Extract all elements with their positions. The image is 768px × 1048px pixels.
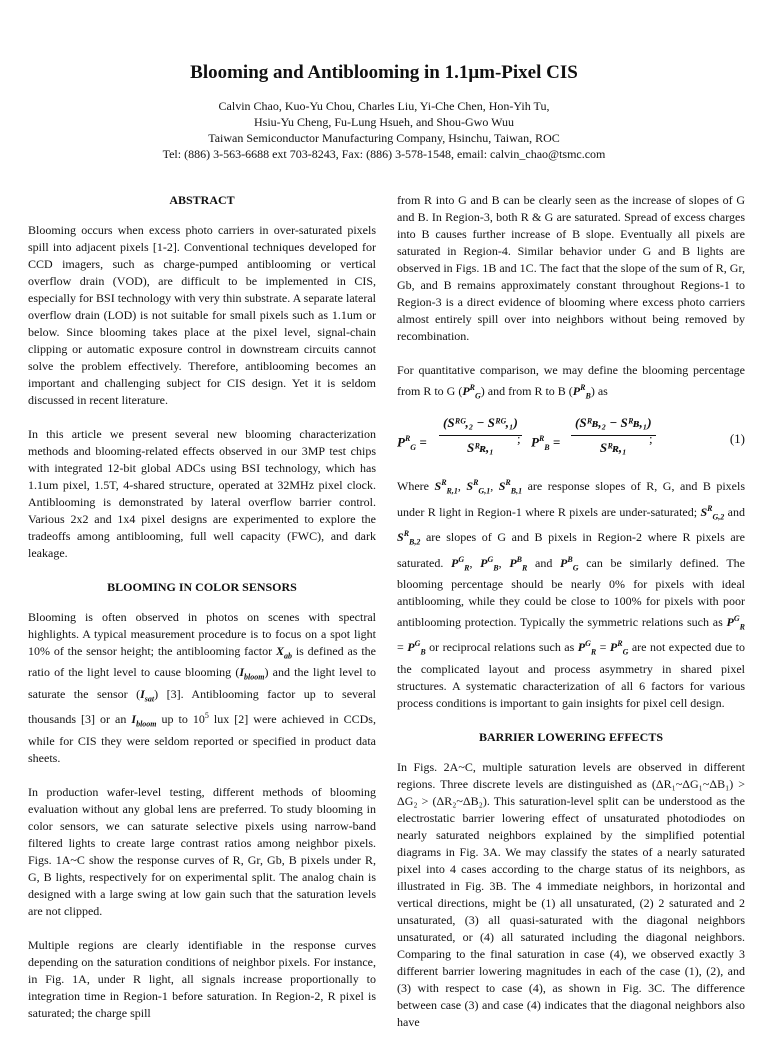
symbol-isat: I (140, 686, 145, 701)
blooming-paragraph-1 (28, 609, 376, 767)
symbol-p: P (609, 640, 618, 655)
blooming-paragraph-3: Multiple regions are clearly identifiable in the response curves depending on the saturation conditions of neighbor pixels. For instance, in Fig. 1A, under R light, all signals increase proportionally to integration time in Region-1 before saturation. In Region-2, R pixel is saturated; the charge spill (28, 937, 376, 1020)
sup-g: G (733, 613, 740, 623)
sup-r: R (469, 383, 476, 392)
fraction-pb (571, 412, 656, 456)
symbol-p: P (531, 434, 539, 450)
sup-r: R (617, 639, 623, 649)
sup-g: G (414, 639, 421, 649)
text-run: or reciprocal relations such as (425, 640, 578, 655)
sub-r: R (464, 562, 470, 572)
text-run: are slopes of G and B pixels in Region-2 where R pixels are saturated. (397, 530, 745, 570)
sub-b: B (544, 443, 550, 453)
sup-r: R (538, 434, 545, 444)
paper-title: Blooming and Antiblooming in 1.1μm-Pixel CIS (190, 62, 578, 83)
sub-g2: G,2 (712, 512, 725, 522)
comma: , (498, 555, 510, 570)
text-run: and (527, 555, 561, 570)
sub-g: G (572, 562, 579, 572)
sup-g: G (585, 639, 591, 649)
sub-b: B (420, 647, 426, 657)
fraction-denominator: Sᴿʀ,₁ (467, 440, 494, 456)
text-run: ) and the light level to saturate the sensor ( (28, 665, 377, 701)
sub-r: R (739, 622, 745, 632)
symbol-s: S (397, 530, 404, 545)
symbol-ibloom-2: I (131, 712, 137, 727)
equals: = (596, 640, 610, 655)
fraction-numerator: (Sᴿʙ,₂ − Sᴿʙ,₁) (571, 412, 656, 436)
symbol-xab: X (275, 644, 284, 658)
fraction-denominator: Sᴿʀ,₁ (599, 440, 627, 456)
symbol-p: P (577, 640, 586, 655)
equals: = (416, 434, 427, 450)
symbol-p: P (462, 384, 470, 398)
abstract-heading: ABSTRACT (169, 193, 235, 207)
sub-g: G (410, 443, 417, 453)
sub-b: B (493, 562, 499, 572)
sub-g: G (622, 647, 629, 657)
sup-r: R (580, 383, 586, 392)
symbol-s: S (434, 479, 442, 494)
text-run: up to 10 (156, 712, 205, 727)
comma: , (469, 555, 481, 570)
text-run: ) [3]. Antiblooming factor up to several thousands [3] or an (28, 686, 377, 727)
sup-r: R (707, 503, 713, 513)
sup-r: R (441, 478, 447, 488)
abstract-paragraph-1: Blooming occurs when excess photo carriers in over-saturated pixels spill into adjacent pixels [1-2]. Conventional techniques developed for CCD imagers, such as charge-pumped antiblooming or vertical overflow drain (VOD), are difficult to be implemented in CIS, especially for BSI technology with very thin substrate. A separate lateral overflow drain (LOD) is not suitable for small pixels such as 1.1um or below. Since blooming takes place at the pixel level, signal-chain clipping or automatic exposure control in downstream circuits cannot solve the problem effectively. Therefore, antiblooming becomes an important and challenging subject for CIS design. Yet it is seldom discussed in recent literature. (28, 223, 376, 407)
superscript: 5 (204, 711, 209, 721)
sup-b: B (567, 554, 573, 564)
eq-lhs-pg (397, 430, 427, 456)
sub-b1: B,1 (510, 486, 523, 496)
text-run: lux [2] were achieved in CCDs, while for CIS they were seldom reported or specified in product data sheets. (28, 712, 376, 765)
sup-r: R (404, 434, 411, 444)
blooming-paragraph-2: In production wafer-level testing, different methods of blooming evaluation without any global lens are preferred. To study blooming in color sensors, we can saturate selective pixels using narrow-band filtered lights to create large contrast ratios among neighbor pixels. Figs. 1A~C show the response curves of R, Gr, Gb, B pixels under R, G, B lights, respectively for on experimental split. The analog chain is designed with a large swing at low gain such that the saturation levels are not clipped. (28, 784, 376, 918)
text-run: are not expected due to the complicated layout and process asymmetry in shared pixel structures. A systematic characterization of all 6 factors for various process conditions is important to gain insights for pixel cell design. (397, 640, 745, 710)
subscript: sat (144, 694, 155, 704)
equals: = (549, 434, 561, 450)
symbol-s: S (466, 479, 474, 494)
symbol-s: S (498, 479, 506, 494)
sub-g1: G,1 (478, 486, 491, 496)
symbol-p: P (572, 384, 581, 398)
equation-1 (397, 412, 745, 466)
sup-r: R (403, 529, 410, 539)
right-paragraph-4: In Figs. 2A~C, multiple saturation levels are observed in different regions. Three discrete levels are distinguished as (ΔR₁~ΔG₁~ΔB₁) > ΔG₂ > (ΔR₂~ΔB₂). This saturation-level split can be understood as the electrostatic barrier lowering effect of unsaturated photodiodes on nearly saturated neighbors explained by the simplified potential diagrams in Fig. 3A. We may classify the states of a nearly saturated pixel into 4 cases according to the charge status of its neighbors, as illustrated in Fig. 3B. The 4 immediate neighbors, in horizontal and vertical directions, might be (1) all unsaturated, (2) 2 saturated and 2 unsaturated, (3) all quasi-saturated with the diagonal neighbors unsaturated, or (4) all saturated including the diagonal neighbors. Comparing to the final saturation in case (4), we observed exactly 3 different barrier lowering magnitudes in each of the case (1), (2), and (3) with respect to case (4), as shown in Fig. 3C. The difference between case (3) and case (4) indicates that the diagonal neighbors also have (397, 759, 745, 1029)
right-paragraph-3 (397, 474, 745, 711)
sup-r: R (473, 478, 479, 488)
fraction-numerator: (Sᴿᴳ,₂ − Sᴿᴳ,₁) (439, 412, 522, 436)
right-paragraph-1: from R into G and B can be clearly seen as the increase of slopes of G and B. In Region-3, both R & G are saturated. Spread of excess charges into B causes further increase of B slope. Eventually all pixels are saturated in Region-4. Similar behavior under G and B lights are observed in Figs. 1B and 1C. The fact that the slope of the sum of R, Gr, Gb, and B remains approximately constant throughout Regions-1 to Region-3 is a direct evidence of blooming where excess photo carriers almost entirely spill over into neighbors without being removed by recombination. (397, 193, 745, 343)
comma: , (490, 479, 499, 494)
text-run: Where (397, 479, 435, 494)
symbol-s: S (700, 504, 708, 519)
symbol-p: P (509, 555, 517, 570)
symbol-p: P (560, 555, 568, 570)
fraction-pg (439, 412, 522, 456)
sub-g: G (475, 391, 481, 401)
text-run: ) as (590, 384, 608, 398)
comma: , (457, 479, 467, 494)
symbol-ibloom: I (239, 665, 245, 680)
contact-info: Tel: (886) 3-563-6688 ext 703-8243, Fax: (886) 3-578-1548, email: calvin_chao@tsmc.com (162, 147, 606, 161)
equals: = (397, 640, 408, 655)
subscript: ab (284, 651, 292, 661)
eq-separator: ; (649, 431, 653, 447)
sub-r: R (590, 647, 597, 657)
sup-b: B (516, 554, 522, 564)
sub-r: R (522, 562, 528, 572)
eq-separator: ; (517, 431, 521, 447)
authors-line-2: Hsiu-Yu Cheng, Fu-Lung Hsueh, and Shou-Gwo Wuu (254, 115, 514, 129)
text-run: ) and from R to B ( (480, 384, 573, 398)
text-run: and (724, 504, 746, 519)
sub-b: B (585, 391, 591, 401)
subscript: bloom (136, 719, 157, 729)
text-run: can be similarly defined. The blooming percentage should be nearly 0% for pixels with ideal antiblooming, while they could be close to 100% for pixels with poor antiblooming protection. Typically the symmetric relations such as (397, 555, 746, 629)
text-run: Blooming is often observed in photos on scenes with spectral highlights. A typical measurement procedure is to focus on a spot light 10% of the sensor height; the antiblooming factor (28, 610, 376, 658)
abstract-paragraph-2: In this article we present several new blooming characterization methods and blooming-related effects observed in our 3MP test chips with integrated 12-bit global ADCs using BSI technology, which has 1.1um pixel, 1.5T, 4-shared structure, operated at 32MHz pixel clock. Antiblooming is demonstrated by lateral overflow barrier control. Various 2x2 and 1x4 pixel designs are experimented to explore the tradeoffs among antiblooming, full well capacity (FWC), and dark leakage. (28, 427, 376, 560)
symbol-p: P (407, 640, 415, 655)
text-run: is defined as the ratio of the light level to cause blooming ( (28, 644, 376, 680)
symbol-p: P (480, 555, 488, 570)
text-run: For quantitative comparison, we may define the blooming percentage from R to G ( (397, 363, 745, 398)
sub-b2: B,2 (409, 537, 421, 547)
right-paragraph-2 (397, 362, 745, 404)
left-column (28, 192, 376, 1039)
symbol-p: P (451, 555, 459, 570)
authors-line-1: Calvin Chao, Kuo-Yu Chou, Charles Liu, Yi-Che Chen, Hon-Yih Tu, (218, 99, 550, 113)
equation-number: (1) (729, 431, 745, 447)
symbol-p: P (397, 434, 405, 450)
sub-r1: R,1 (446, 486, 458, 496)
eq-lhs-pb (531, 430, 560, 456)
sup-g: G (458, 554, 465, 564)
symbol-p: P (726, 614, 734, 629)
text-run: are response slopes of R, G, and B pixels under R light in Region-1 where R pixels are under-saturated; (397, 479, 746, 519)
section-heading-blooming: BLOOMING IN COLOR SENSORS (107, 580, 297, 594)
section-heading-barrier: BARRIER LOWERING EFFECTS (478, 729, 664, 744)
subscript: bloom (244, 672, 265, 682)
affiliation: Taiwan Semiconductor Manufacturing Company, Hsinchu, Taiwan, ROC (208, 131, 560, 145)
sup-r: R (505, 478, 511, 488)
right-column (397, 192, 745, 1048)
sup-g: G (487, 554, 494, 564)
